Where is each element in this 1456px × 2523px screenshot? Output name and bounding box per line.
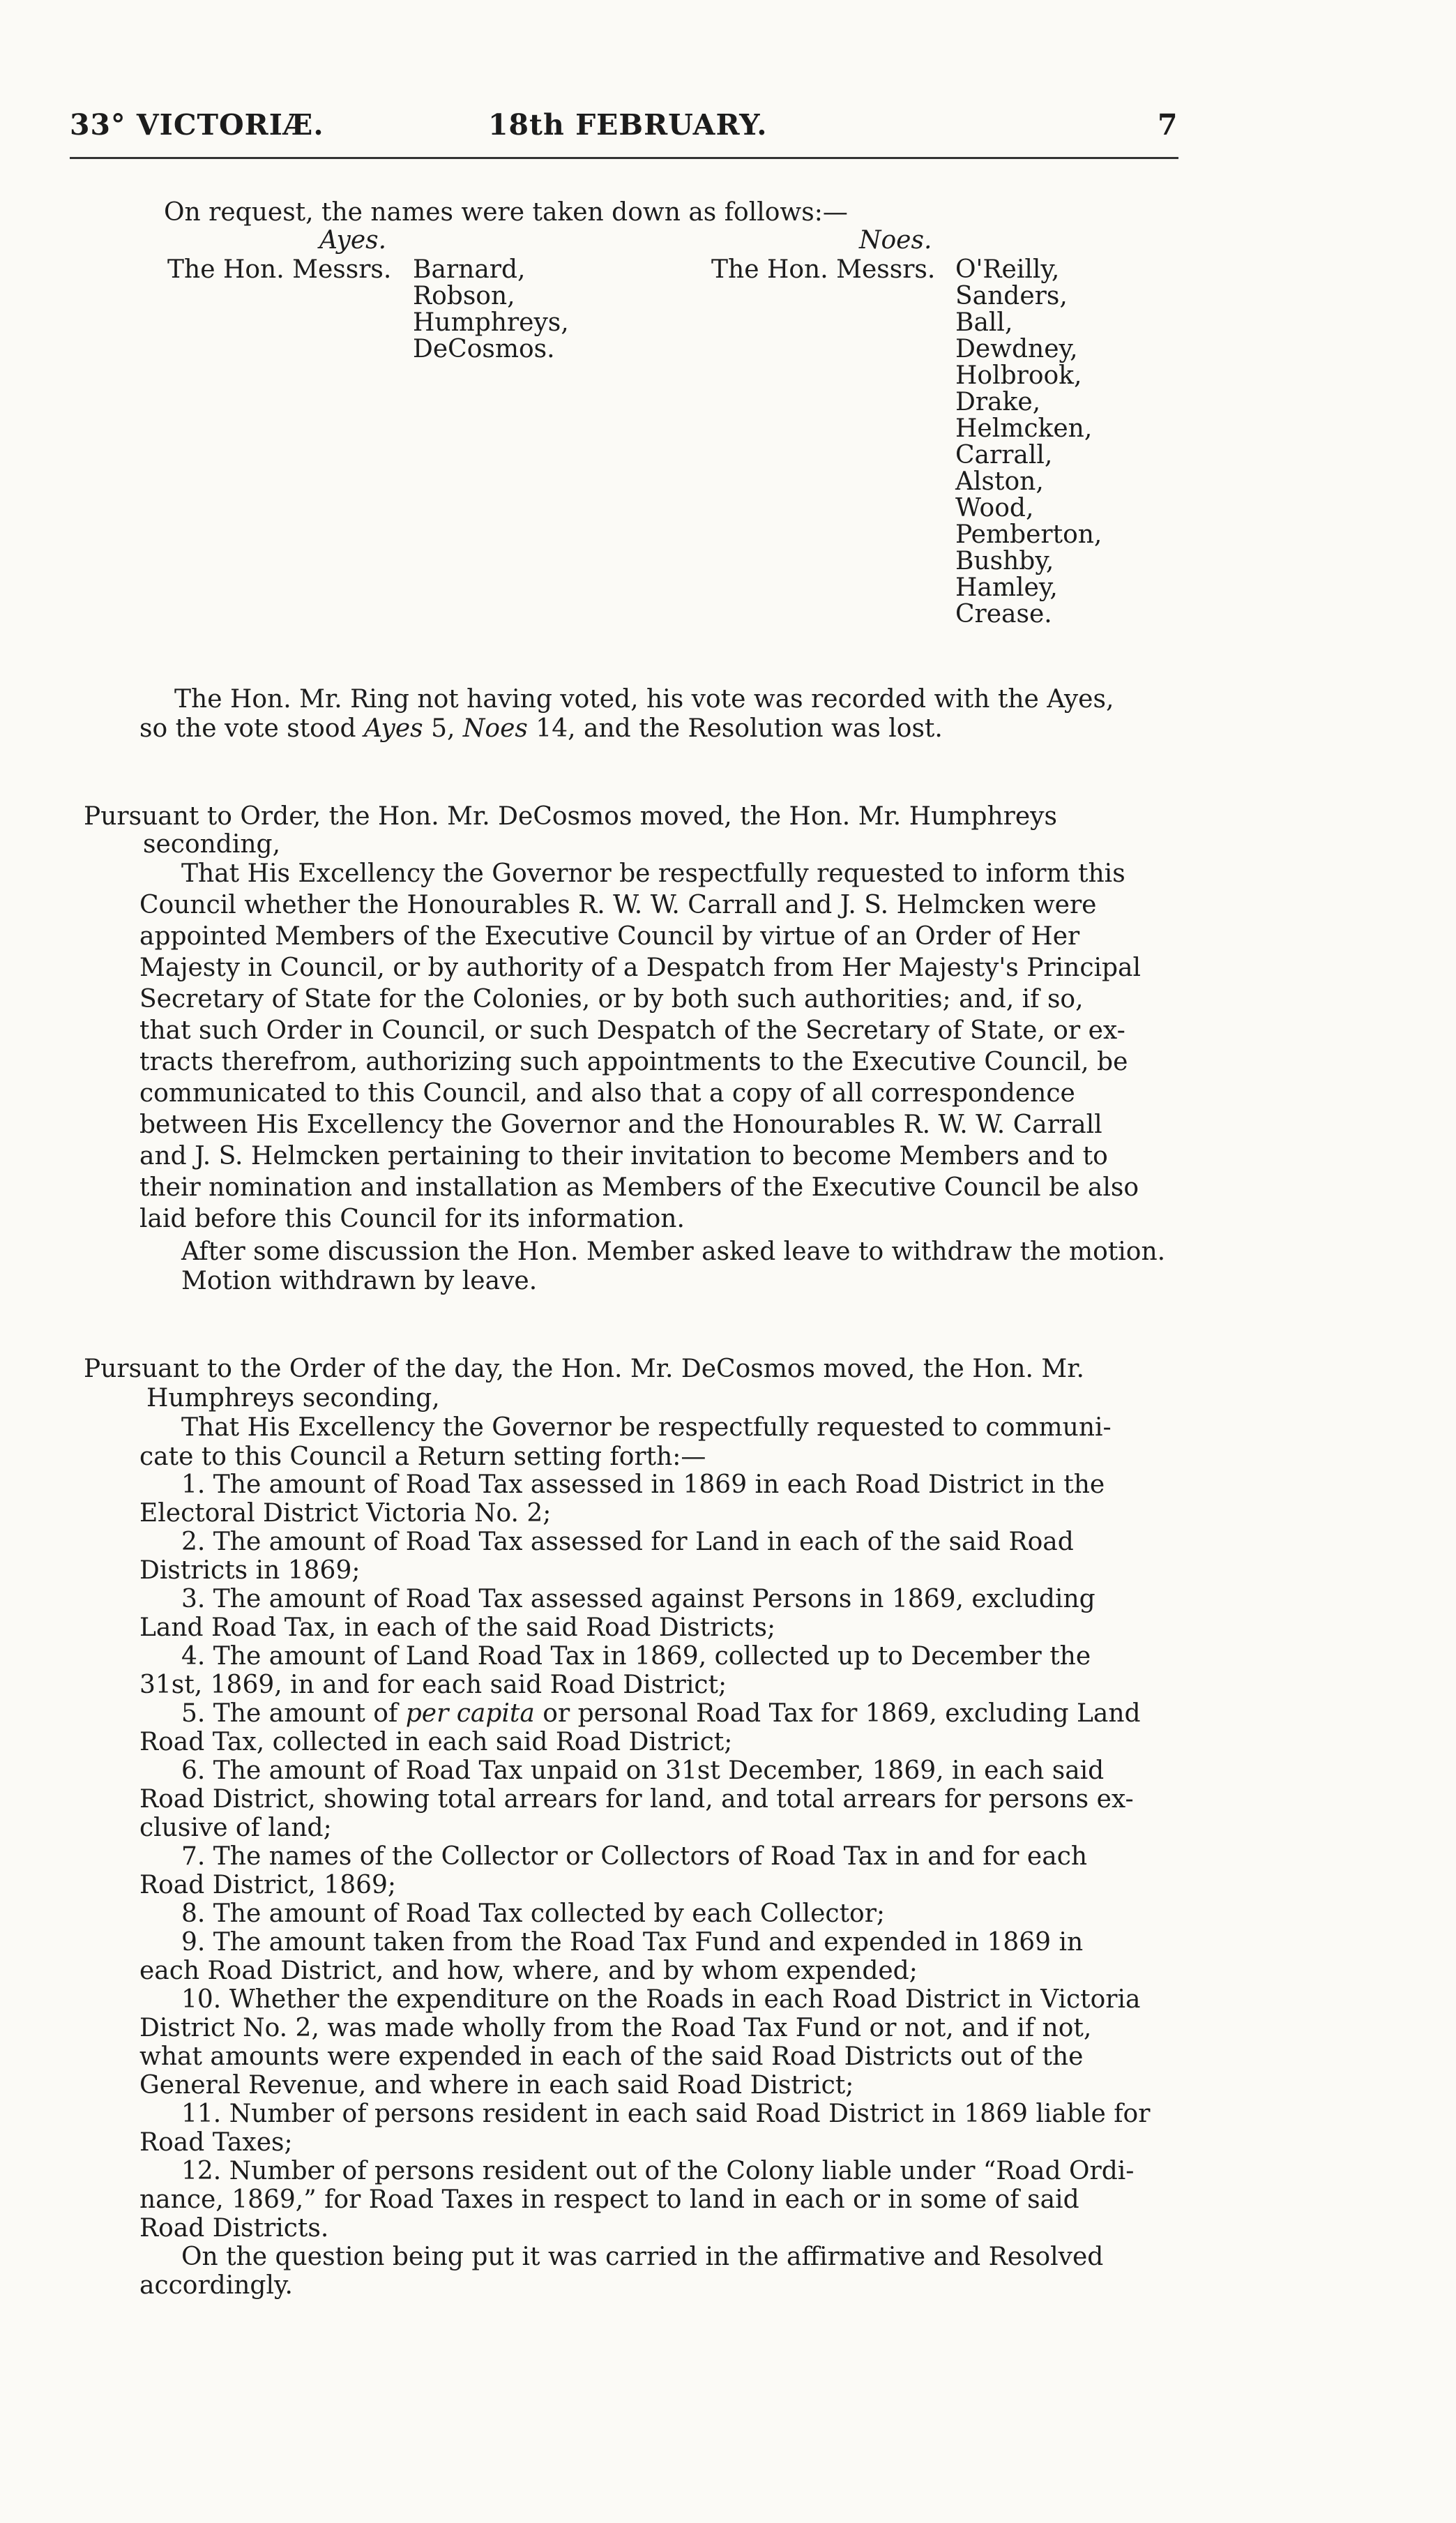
- division-intro: On request, the names were taken down as follows:—: [164, 198, 848, 227]
- division-result-line2: so the vote stood Ayes 5, Noes 14, and the Resolution was lost.: [139, 714, 943, 743]
- header-date: 18th FEBRUARY.: [488, 108, 768, 142]
- return-item-10: 10. Whether the expenditure on the Roads in each Road District in Victoria: [181, 1985, 1141, 2014]
- motion1-opening: Pursuant to Order, the Hon. Mr. DeCosmos moved, the Hon. Mr. Humphreys: [84, 802, 1057, 831]
- return-item-3-cont: Land Road Tax, in each of the said Road Districts;: [139, 1613, 776, 1642]
- motion1-line: their nomination and installation as Members of the Executive Council be also: [139, 1173, 1139, 1202]
- noes-prefix: The Hon. Messrs.: [711, 255, 936, 284]
- motion1-line: laid before this Council for its information.: [139, 1205, 685, 1233]
- return-item-12-cont: Road Districts.: [139, 2214, 329, 2243]
- return-item-3: 3. The amount of Road Tax assessed against Persons in 1869, excluding: [181, 1585, 1095, 1613]
- return-item-5: 5. The amount of per capita or personal Road Tax for 1869, excluding Land: [181, 1699, 1141, 1728]
- return-item-1: 1. The amount of Road Tax assessed in 1869 in each Road District in the: [181, 1470, 1105, 1499]
- return-item-7-cont: Road District, 1869;: [139, 1871, 397, 1899]
- division-result-line1: The Hon. Mr. Ring not having voted, his vote was recorded with the Ayes,: [174, 685, 1114, 714]
- return-item-12: 12. Number of persons resident out of the Colony liable under “Road Ordi-: [181, 2157, 1135, 2185]
- return-item-7: 7. The names of the Collector or Collectors of Road Tax in and for each: [181, 1842, 1088, 1871]
- noe-name: Holbrook,: [955, 361, 1082, 390]
- noe-name: Crease.: [955, 600, 1052, 628]
- return-item-6-cont: clusive of land;: [139, 1814, 332, 1842]
- return-item-9: 9. The amount taken from the Road Tax Fund and expended in 1869 in: [181, 1928, 1084, 1957]
- return-items: [139, 1470, 1185, 2300]
- return-item-4: 4. The amount of Land Road Tax in 1869, collected up to December the: [181, 1642, 1091, 1671]
- aye-name: Humphreys,: [413, 308, 569, 337]
- noe-name: Alston,: [955, 467, 1044, 496]
- motion1-line: that such Order in Council, or such Despatch of the Secretary of State, or ex-: [139, 1016, 1125, 1045]
- return-item-6-cont: Road District, showing total arrears for land, and total arrears for persons ex-: [139, 1785, 1134, 1814]
- return-item-5-cont: Road Tax, collected in each said Road District;: [139, 1728, 733, 1756]
- motion1-line: between His Excellency the Governor and the Honourables R. W. W. Carrall: [139, 1110, 1102, 1139]
- noes-heading: Noes.: [859, 226, 932, 255]
- motion1-line: and J. S. Helmcken pertaining to their invitation to become Members and to: [139, 1142, 1108, 1170]
- header-rule: [70, 157, 1178, 159]
- return-item-12-cont: nance, 1869,” for Road Taxes in respect to land in each or in some of said: [139, 2185, 1079, 2214]
- noe-name: Hamley,: [955, 573, 1058, 602]
- ayes-prefix: The Hon. Messrs.: [167, 255, 392, 284]
- motion1-body: [139, 858, 1185, 1235]
- noe-name: Helmcken,: [955, 414, 1093, 443]
- aye-name: Barnard,: [413, 255, 526, 284]
- motion1-line: Majesty in Council, or by authority of a Despatch from Her Majesty's Principal: [139, 954, 1142, 982]
- return-item-11-cont: Road Taxes;: [139, 2128, 293, 2157]
- motion2-conclusion-cont: accordingly.: [139, 2271, 293, 2300]
- return-item-6: 6. The amount of Road Tax unpaid on 31st December, 1869, in each said: [181, 1756, 1105, 1785]
- motion1-line: appointed Members of the Executive Council by virtue of an Order of Her: [139, 922, 1080, 951]
- motion2-opening: Pursuant to the Order of the day, the Hon. Mr. DeCosmos moved, the Hon. Mr.: [84, 1355, 1084, 1383]
- return-item-4-cont: 31st, 1869, in and for each said Road District;: [139, 1671, 727, 1699]
- return-item-2-cont: Districts in 1869;: [139, 1556, 361, 1585]
- return-item-10-cont: General Revenue, and where in each said Road District;: [139, 2071, 854, 2100]
- ayes-list: [413, 257, 569, 363]
- page-header: [70, 108, 1247, 150]
- header-regnal-year: 33° VICTORIÆ.: [70, 108, 324, 142]
- noe-name: Ball,: [955, 308, 1013, 337]
- return-item-1-cont: Electoral District Victoria No. 2;: [139, 1499, 552, 1528]
- motion1-line: tracts therefrom, authorizing such appointments to the Executive Council, be: [139, 1048, 1128, 1076]
- motion1-line: Secretary of State for the Colonies, or by both such authorities; and, if so,: [139, 985, 1084, 1014]
- motion1-line: Council whether the Honourables R. W. W. Carrall and J. S. Helmcken were: [139, 891, 1097, 919]
- noe-name: O'Reilly,: [955, 255, 1060, 284]
- page-number: 7: [1158, 108, 1178, 142]
- return-item-9-cont: each Road District, and how, where, and by whom expended;: [139, 1957, 918, 1985]
- noe-name: Drake,: [955, 388, 1041, 416]
- motion1-seconding: seconding,: [143, 830, 281, 859]
- motion2-intro-line1: That His Excellency the Governor be respectfully requested to communi-: [181, 1413, 1112, 1442]
- return-item-11: 11. Number of persons resident in each said Road District in 1869 liable for: [181, 2100, 1151, 2128]
- motion1-withdrawn: Motion withdrawn by leave.: [181, 1267, 538, 1295]
- motion1-line: communicated to this Council, and also that a copy of all correspondence: [139, 1079, 1075, 1108]
- return-item-10-cont: District No. 2, was made wholly from the Road Tax Fund or not, and if not,: [139, 2014, 1092, 2042]
- motion2-intro-line2: cate to this Council a Return setting forth:—: [139, 1443, 706, 1471]
- noe-name: Dewdney,: [955, 335, 1078, 363]
- motion1-discussion: After some discussion the Hon. Member asked leave to withdraw the motion.: [181, 1237, 1166, 1266]
- noe-name: Wood,: [955, 494, 1034, 522]
- return-item-10-cont: what amounts were expended in each of the said Road Districts out of the: [139, 2042, 1084, 2071]
- noes-list: [955, 257, 1102, 628]
- noe-name: Sanders,: [955, 282, 1068, 310]
- noe-name: Pemberton,: [955, 520, 1102, 549]
- aye-name: DeCosmos.: [413, 335, 555, 363]
- return-item-2: 2. The amount of Road Tax assessed for Land in each of the said Road: [181, 1528, 1074, 1556]
- noe-name: Carrall,: [955, 441, 1053, 469]
- motion2-conclusion: On the question being put it was carried in the affirmative and Resolved: [181, 2243, 1104, 2271]
- motion2-seconding: Humphreys seconding,: [146, 1384, 440, 1413]
- noe-name: Bushby,: [955, 547, 1054, 575]
- ayes-heading: Ayes.: [319, 226, 387, 255]
- return-item-8: 8. The amount of Road Tax collected by each Collector;: [181, 1899, 886, 1928]
- motion1-line: That His Excellency the Governor be respectfully requested to inform this: [181, 859, 1125, 888]
- aye-name: Robson,: [413, 282, 515, 310]
